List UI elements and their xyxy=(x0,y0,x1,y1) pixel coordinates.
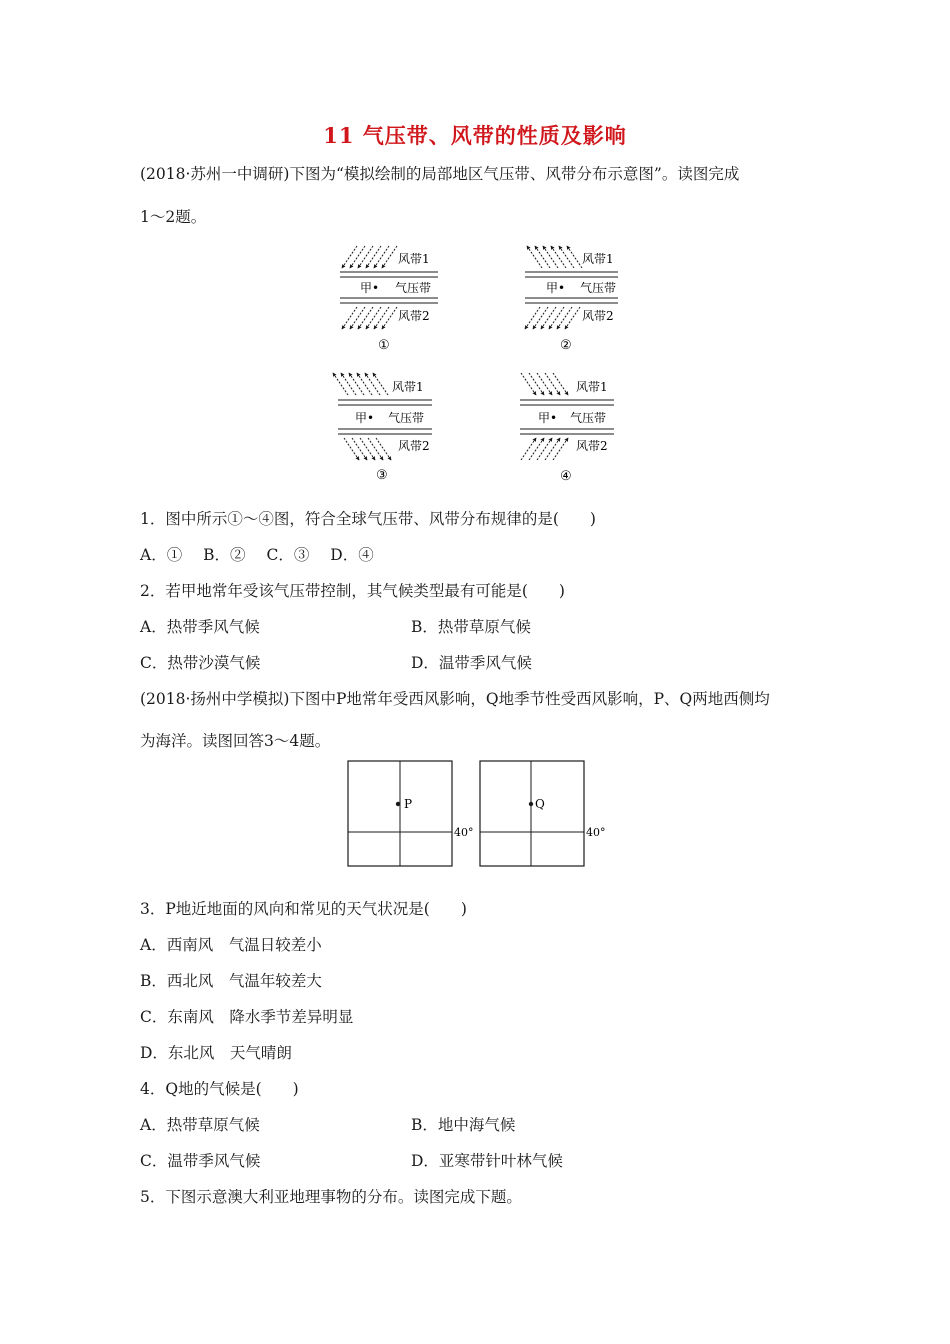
panel-3-wind1-arrows xyxy=(333,373,388,395)
panel-3-wind2-label: 风带2 xyxy=(398,439,430,453)
q2-option-a: A．热带季风气候 xyxy=(140,618,260,636)
panel-1-wind1-label: 风带1 xyxy=(398,252,430,266)
pq-location-figure xyxy=(340,758,620,870)
q-grid-map xyxy=(480,761,606,866)
panel-2-wind2-arrows xyxy=(525,307,580,329)
q2-option-d: D．温带季风气候 xyxy=(411,654,532,672)
q1-option-b: B．② xyxy=(203,546,246,564)
panel-2-number: ② xyxy=(560,338,572,353)
intro-2-line-2: 为海洋。读图回答3～4题。 xyxy=(140,732,331,750)
panel-2-diagram xyxy=(525,246,618,353)
q4-option-a: A．热带草原气候 xyxy=(140,1116,260,1134)
panel-4-number: ④ xyxy=(560,469,572,484)
panel-1-jia-label: 甲• xyxy=(360,281,380,295)
panel-3-pressure-label: 气压带 xyxy=(388,411,425,425)
panel-1-number: ① xyxy=(378,338,390,353)
intro-1-line-1: (2018·苏州一中调研)下图为“模拟绘制的局部地区气压带、风带分布示意图”。读图完成 xyxy=(140,165,740,183)
question-2-stem: 2．若甲地常年受该气压带控制，其气候类型最有可能是( ) xyxy=(140,582,565,600)
q-latitude-label: 40° xyxy=(586,826,606,839)
panel-2-wind2-label: 风带2 xyxy=(582,309,614,323)
panel-1-wind1-arrows xyxy=(342,246,397,268)
question-3-stem: 3．P地近地面的风向和常见的天气状况是( ) xyxy=(140,900,467,918)
panel-4-pressure-label: 气压带 xyxy=(570,411,607,425)
panel-2-jia-label: 甲• xyxy=(546,281,566,295)
panel-4-wind1-label: 风带1 xyxy=(576,380,608,394)
panel-3-number: ③ xyxy=(376,468,388,483)
p-point-marker xyxy=(396,802,400,806)
p-latitude-label: 40° xyxy=(454,826,474,839)
pressure-wind-belt-figure xyxy=(320,232,640,492)
panel-4-diagram xyxy=(520,373,614,484)
panel-4-wind2-arrows xyxy=(521,438,568,460)
q2-option-b: B．热带草原气候 xyxy=(411,618,531,636)
panel-4-wind1-arrows xyxy=(521,373,568,395)
panel-2-pressure-label: 气压带 xyxy=(580,281,617,295)
q3-option-d: D．东北风 天气晴朗 xyxy=(140,1044,292,1062)
q1-option-c: C．③ xyxy=(266,546,310,564)
q4-option-d: D．亚寒带针叶林气候 xyxy=(411,1152,563,1170)
page-title: 11 气压带、风带的性质及影响 xyxy=(323,123,627,148)
panel-3-wind1-label: 风带1 xyxy=(392,380,424,394)
panel-3-jia-label: 甲• xyxy=(355,411,375,425)
panel-3-diagram xyxy=(333,373,432,483)
p-point-label: P xyxy=(404,797,413,811)
q3-option-a: A．西南风 气温日较差小 xyxy=(140,936,322,954)
question-4-stem: 4．Q地的气候是( ) xyxy=(140,1080,299,1098)
q3-option-b: B．西北风 气温年较差大 xyxy=(140,972,322,990)
panel-1-pressure-label: 气压带 xyxy=(395,281,432,295)
q-point-marker xyxy=(529,802,533,806)
panel-2-wind1-arrows xyxy=(527,246,582,268)
panel-1-wind2-label: 风带2 xyxy=(398,309,430,323)
q4-option-b: B．地中海气候 xyxy=(411,1116,516,1134)
q1-option-d: D．④ xyxy=(330,546,374,564)
q4-option-c: C．温带季风气候 xyxy=(140,1152,261,1170)
panel-4-jia-label: 甲• xyxy=(538,411,558,425)
question-1-options xyxy=(140,543,374,565)
q3-option-c: C．东南风 降水季节差异明显 xyxy=(140,1008,354,1026)
intro-2-line-1: (2018·扬州中学模拟)下图中P地常年受西风影响，Q地季节性受西风影响，P、Q两地西侧均 xyxy=(140,690,770,708)
q-point-label: Q xyxy=(535,797,545,811)
panel-4-wind2-label: 风带2 xyxy=(576,439,608,453)
panel-1-wind2-arrows xyxy=(342,307,397,329)
panel-2-wind1-label: 风带1 xyxy=(582,252,614,266)
q2-option-c: C．热带沙漠气候 xyxy=(140,654,261,672)
question-5-stem: 5．下图示意澳大利亚地理事物的分布。读图完成下题。 xyxy=(140,1188,522,1206)
p-grid-map xyxy=(348,761,474,866)
panel-3-wind2-arrows xyxy=(344,438,391,460)
question-1-stem: 1．图中所示①～④图，符合全球气压带、风带分布规律的是( ) xyxy=(140,510,596,528)
intro-1-line-2: 1～2题。 xyxy=(140,208,207,226)
q1-option-a: A．① xyxy=(140,546,183,564)
panel-1-diagram xyxy=(340,246,438,353)
